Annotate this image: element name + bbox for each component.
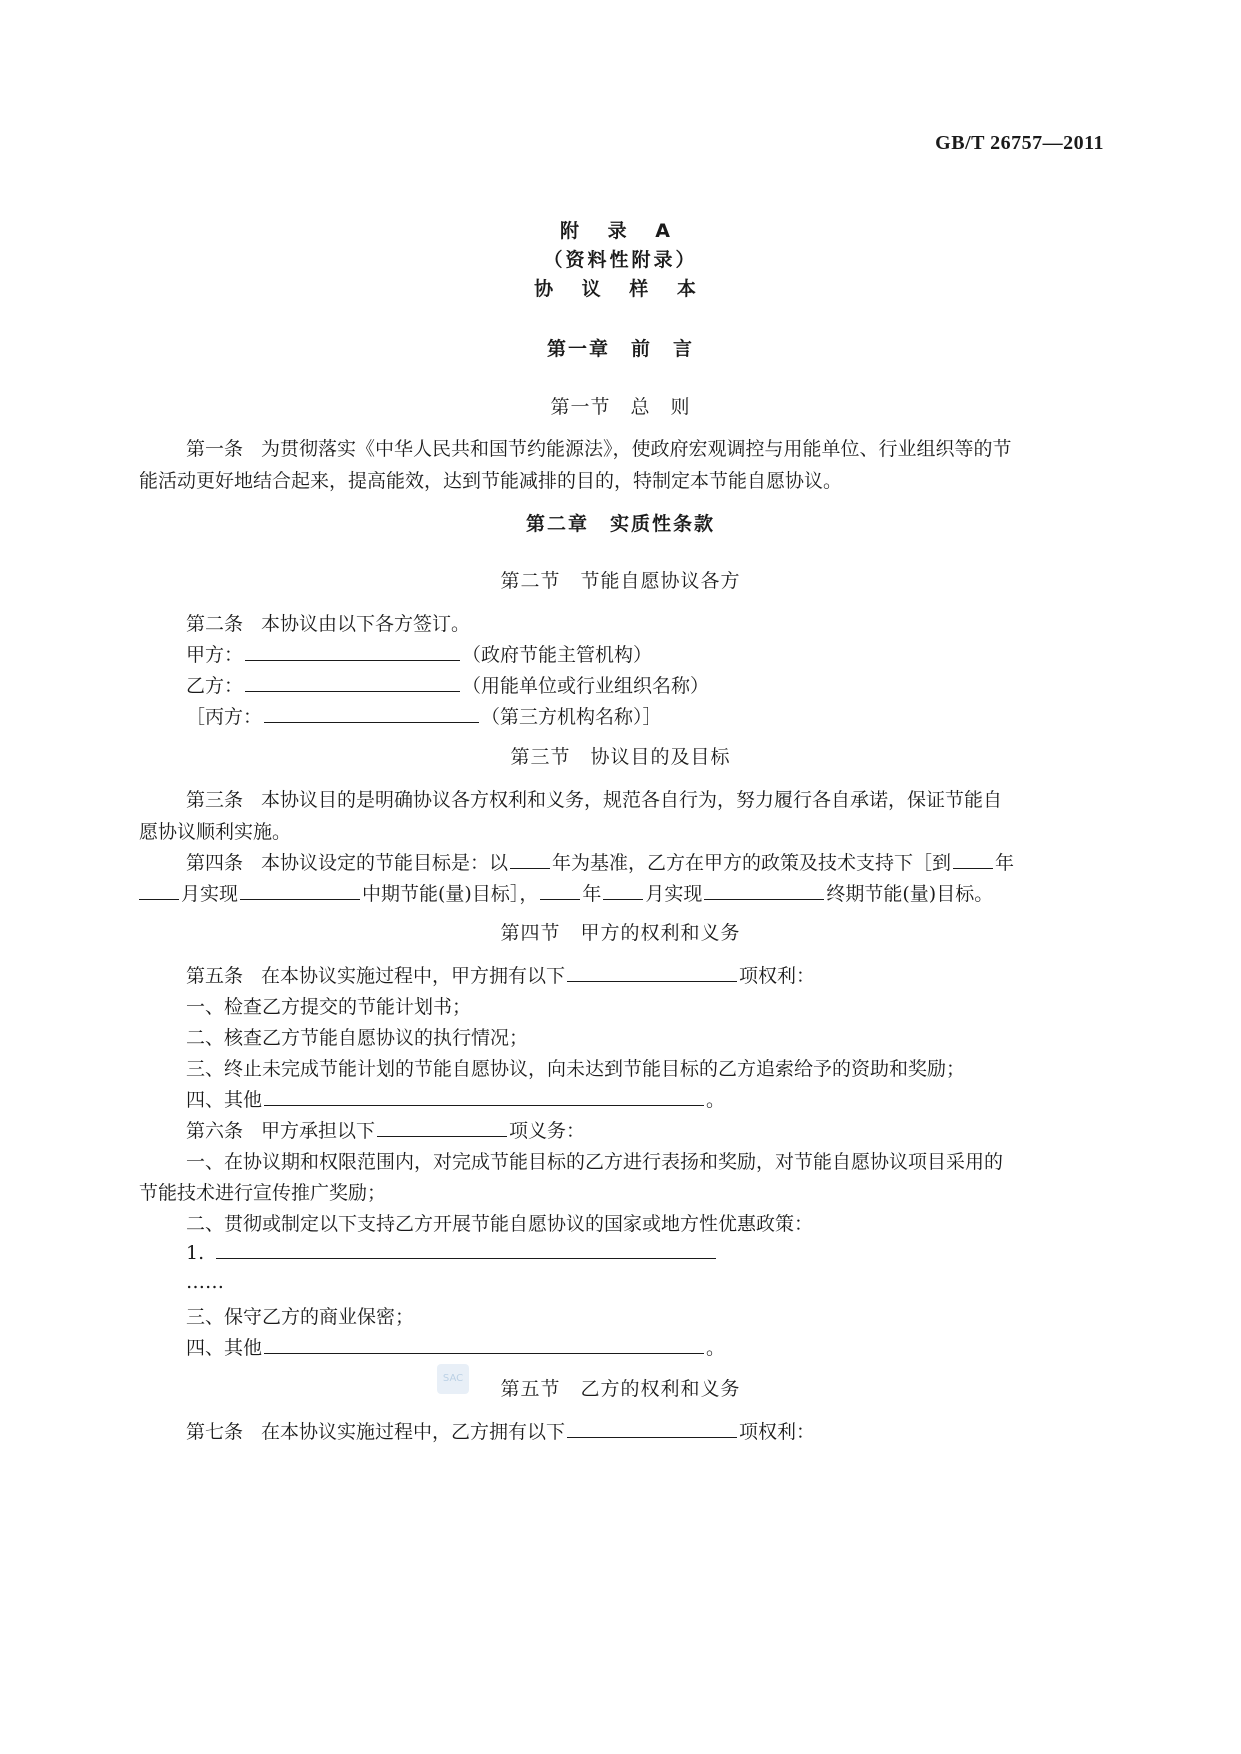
article-4-text-c: 年 xyxy=(995,852,1015,874)
party-b-rights-count-blank[interactable] xyxy=(567,1419,737,1438)
article-2-label: 第二条 xyxy=(186,613,244,635)
mid-month-blank[interactable] xyxy=(139,881,179,900)
section-1-title: 第一节 总 则 xyxy=(550,396,691,418)
article-1-line-1 xyxy=(186,434,1012,461)
article-7-label: 第七条 xyxy=(186,1421,244,1443)
right-4-period: 。 xyxy=(706,1089,726,1111)
article-5-text-b: 项权利： xyxy=(739,965,816,987)
duty-4-period: 。 xyxy=(706,1337,726,1359)
duty-4-label: 四、其他 xyxy=(186,1337,263,1359)
right-4-label: 四、其他 xyxy=(186,1089,263,1111)
article-6 xyxy=(186,1116,585,1143)
article-7-text-a: 在本协议实施过程中，乙方拥有以下 xyxy=(261,1421,566,1443)
duty-2-item-blank[interactable] xyxy=(216,1240,716,1259)
party-a-line xyxy=(186,640,652,667)
article-3-line-1 xyxy=(186,785,1002,812)
party-a-note: （政府节能主管机构） xyxy=(462,644,653,666)
sac-watermark: SAC xyxy=(437,1364,469,1394)
party-a-duties-count-blank[interactable] xyxy=(377,1118,507,1137)
party-b-label: 乙方： xyxy=(186,675,244,697)
party-a-rights-count-blank[interactable] xyxy=(567,963,737,982)
article-4-text-e: 中期节能(量)目标］， xyxy=(362,883,539,905)
article-2-text: 本协议由以下各方签订。 xyxy=(261,613,471,635)
appendix-subtitle: （资料性附录） xyxy=(543,249,698,271)
duty-3: 三、保守乙方的商业保密； xyxy=(186,1306,415,1328)
article-4-text-h: 终期节能(量)目标。 xyxy=(826,883,994,905)
party-a-label: 甲方： xyxy=(186,644,244,666)
section-5-title: 第五节 乙方的权利和义务 xyxy=(500,1378,741,1400)
article-4-label: 第四条 xyxy=(186,852,244,874)
article-4-text-f: 年 xyxy=(582,883,602,905)
base-year-blank[interactable] xyxy=(510,850,550,869)
duty-4 xyxy=(186,1333,725,1360)
party-a-blank[interactable] xyxy=(245,642,460,661)
party-c-line xyxy=(186,702,662,729)
duty-4-blank[interactable] xyxy=(264,1335,704,1354)
article-3-label: 第三条 xyxy=(186,789,244,811)
right-1: 一、检查乙方提交的节能计划书； xyxy=(186,996,472,1018)
right-4 xyxy=(186,1085,725,1112)
article-5-text-a: 在本协议实施过程中，甲方拥有以下 xyxy=(261,965,566,987)
article-2 xyxy=(186,609,470,636)
article-6-text-b: 项义务： xyxy=(509,1120,586,1142)
article-4-text-b: 年为基准，乙方在甲方的政策及技术支持下［到 xyxy=(552,852,952,874)
chapter-2-title: 第二章 实质性条款 xyxy=(525,513,715,535)
section-3-title: 第三节 协议目的及目标 xyxy=(510,746,731,768)
article-5 xyxy=(186,961,815,988)
article-4-line-1 xyxy=(186,848,1014,875)
party-b-line xyxy=(186,671,709,698)
party-b-blank[interactable] xyxy=(245,673,460,692)
article-1-text-1: 为贯彻落实《中华人民共和国节约能源法》，使政府宏观调控与用能单位、行业组织等的节 xyxy=(261,438,1012,460)
article-1-text-2: 能活动更好地结合起来，提高能效，达到节能减排的目的，特制定本节能自愿协议。 xyxy=(139,470,843,492)
party-b-note: （用能单位或行业组织名称） xyxy=(462,675,710,697)
mid-year-blank[interactable] xyxy=(953,850,993,869)
right-2: 二、核查乙方节能自愿协议的执行情况； xyxy=(186,1027,529,1049)
mid-target-blank[interactable] xyxy=(240,881,360,900)
party-c-blank[interactable] xyxy=(264,704,479,723)
article-3-text-2: 愿协议顺利实施。 xyxy=(139,821,292,843)
article-3-text-1: 本协议目的是明确协议各方权利和义务，规范各自行为，努力履行各自承诺，保证节能自 xyxy=(261,789,1003,811)
duty-2-item-label: 1. xyxy=(186,1242,205,1264)
duty-2-item-1 xyxy=(186,1240,718,1264)
article-4-text-g: 月实现 xyxy=(645,883,703,905)
article-4-line-2 xyxy=(139,879,993,906)
party-c-note: （第三方机构名称）］ xyxy=(481,706,662,728)
final-year-blank[interactable] xyxy=(540,881,580,900)
standard-code: GB/T 26757—2011 xyxy=(935,132,1104,154)
duty-2: 二、贯彻或制定以下支持乙方开展节能自愿协议的国家或地方性优惠政策： xyxy=(186,1213,814,1235)
appendix-name: 协 议 样 本 xyxy=(534,278,707,300)
article-7-text-b: 项权利： xyxy=(739,1421,816,1443)
article-6-label: 第六条 xyxy=(186,1120,244,1142)
article-4-text-d: 月实现 xyxy=(181,883,239,905)
section-2-title: 第二节 节能自愿协议各方 xyxy=(500,570,741,592)
appendix-title: 附 录 A xyxy=(560,220,681,242)
article-1-label: 第一条 xyxy=(186,438,244,460)
section-4-title: 第四节 甲方的权利和义务 xyxy=(500,922,741,944)
article-4-text-a: 本协议设定的节能目标是：以 xyxy=(261,852,509,874)
article-5-label: 第五条 xyxy=(186,965,244,987)
article-6-text-a: 甲方承担以下 xyxy=(261,1120,376,1142)
duty-1-line-2: 节能技术进行宣传推广奖励； xyxy=(139,1182,387,1204)
chapter-1-title: 第一章 前 言 xyxy=(546,338,694,360)
right-3: 三、终止未完成节能计划的节能自愿协议，向未达到节能目标的乙方追索给予的资助和奖励； xyxy=(186,1058,966,1080)
final-target-blank[interactable] xyxy=(704,881,824,900)
final-month-blank[interactable] xyxy=(603,881,643,900)
article-7 xyxy=(186,1417,815,1444)
right-4-blank[interactable] xyxy=(264,1087,704,1106)
party-c-label: ［丙方： xyxy=(186,706,263,728)
duty-2-ellipsis: …… xyxy=(186,1271,224,1293)
duty-1-line-1: 一、在协议期和权限范围内，对完成节能目标的乙方进行表扬和奖励，对节能自愿协议项目采用的 xyxy=(186,1151,1004,1173)
